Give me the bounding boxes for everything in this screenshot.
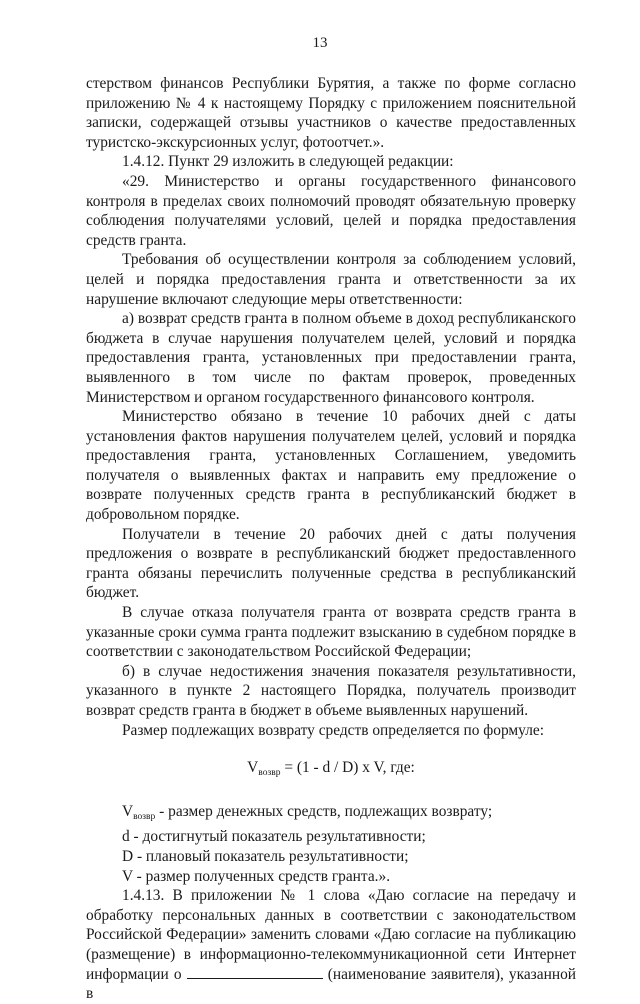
paragraph: Получатели в течение 20 рабочих дней с даты получения предложения о возврате в республиканский бюджет предоставленного гранта обязаны перечислить полученные средства в республиканский бюджет. [86, 525, 576, 602]
paragraph: В случае отказа получателя гранта от возврата средств гранта в указанные сроки сумма гранта подлежит взысканию в судебном порядке в соответствии с законодательством Российской Федерации; [86, 604, 576, 661]
paragraph: а) возврат средств гранта в полном объеме в доход республиканского бюджета в случае нарушения получателем целей, условий и порядка предоставления гранта, установленных при предоставлении гранта, выявленного в том числе по фактам проверок, проведенных Министерством и органом государственного финансового контроля. [86, 310, 576, 406]
paragraph: Министерство обязано в течение 10 рабочих дней с даты установления фактов нарушения получателем целей, условий и порядка предоставления гранта, установленных Соглашением, уведомить получателя о выявленных фактах и направить ему предложение о возврате полученных средств гранта в республиканский бюджет в добровольном порядке. [86, 408, 576, 524]
definition-vreturn [86, 802, 576, 828]
definition-text: - размер денежных средств, подлежащих возврату; [155, 802, 493, 820]
page-number: 13 [312, 35, 328, 51]
paragraph: «29. Министерство и органы государственного финансового контроля в пределах своих полномочий проводят обязательную проверку соблюдения получателями условий, целей и порядка предоставления средств гранта. [86, 172, 576, 249]
definition-D: D - плановый показатель результативности; [122, 847, 409, 865]
paragraph: стерством финансов Республики Бурятия, а также по форме согласно приложению № 4 к настоящему Порядку с приложением пояснительной записки, содержащей отзывы участников о качестве предоставленных туристско-экскурсионных услуг, фотоотчет.». [86, 75, 576, 151]
paragraph-final [86, 886, 576, 1004]
formula-expression: = (1 - d / D) x V, где: [280, 759, 415, 777]
formula-subscript: возвр [258, 768, 281, 779]
paragraph: Требования об осуществлении контроля за соблюдением условий, целей и порядка предоставления гранта и ответственности за их нарушение включают следующие меры ответственности: [86, 251, 576, 308]
definition-symbol: V [122, 802, 134, 820]
paragraph: б) в случае недостижения значения показателя результативности, указанного в пункте 2 настоящего Порядка, получатель производит возврат средств гранта в бюджет в объеме выявленных нарушений. [86, 662, 576, 719]
fill-in-blank [187, 966, 323, 979]
final-text-start: 1.4.13. В приложении № 1 слова «Даю согласие на передачу и обработку персональных данных в соответствии с законодательством Российской Федерации» заменить словами «Даю согласие на публикацию (размещение) в информационно-телекоммуникационной сети Интернет информации о [86, 887, 576, 983]
formula [86, 758, 576, 784]
definition-subscript: возвр [133, 811, 156, 822]
document-body [86, 74, 576, 1004]
paragraph: Размер подлежащих возврату средств определяется по формуле: [122, 721, 544, 739]
definition-V: V - размер полученных средств гранта.». [122, 867, 391, 885]
formula-symbol: V [247, 759, 259, 777]
final-text-end: (наименование заявителя), указанной в [86, 965, 576, 1003]
paragraph: 1.4.12. Пункт 29 изложить в следующей редакции: [122, 153, 454, 171]
definition-d: d - достигнутый показатель результативности; [122, 828, 426, 846]
